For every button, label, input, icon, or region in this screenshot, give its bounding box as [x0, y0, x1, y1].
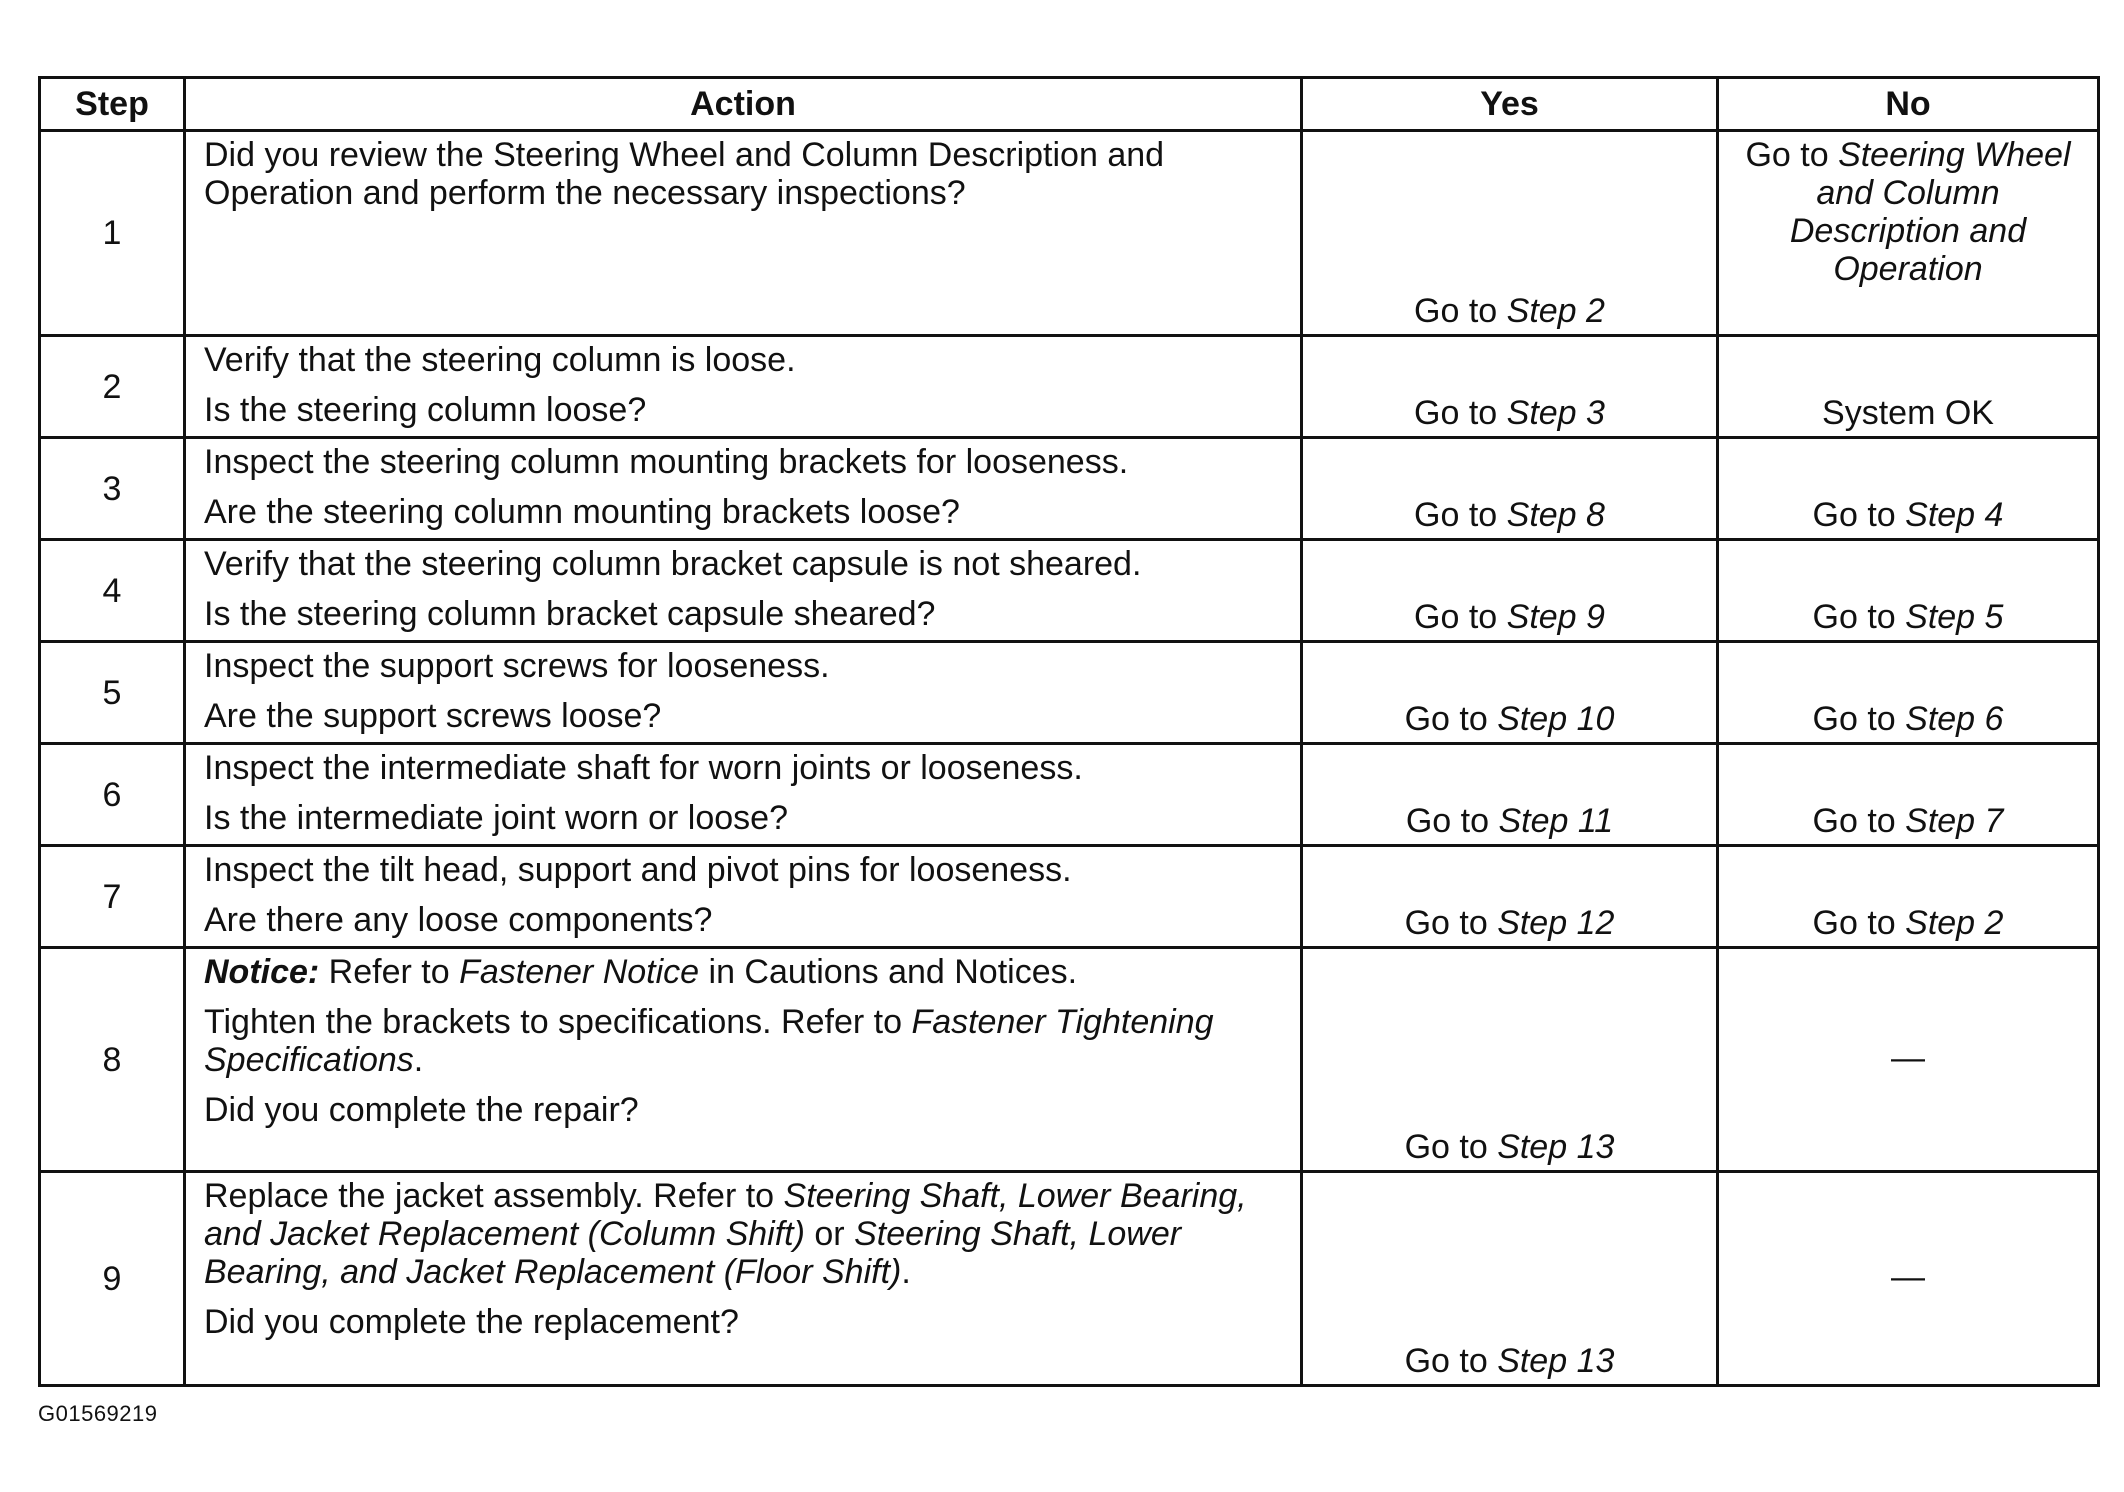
action-question: Is the intermediate joint worn or loose? — [204, 799, 788, 837]
no-text: System OK — [1822, 394, 1994, 432]
yes-cell — [1302, 336, 1718, 438]
yes-prefix: Go to — [1404, 700, 1498, 738]
header-step: Step — [40, 78, 185, 131]
yes-cell — [1302, 131, 1718, 336]
action-question: Are there any loose components? — [204, 901, 713, 939]
step-number: 9 — [40, 1172, 185, 1386]
table-row — [40, 948, 2099, 1172]
action-text — [204, 1177, 1282, 1291]
action-cell — [185, 846, 1302, 948]
header-yes: Yes — [1302, 78, 1718, 131]
table-row — [40, 744, 2099, 846]
header-no: No — [1718, 78, 2099, 131]
no-step-ref: Step 2 — [1905, 904, 2004, 942]
no-step-ref: Step 4 — [1905, 496, 2004, 534]
notice-post: in Cautions and Notices. — [699, 953, 1078, 991]
no-prefix: Go to — [1812, 598, 1906, 636]
no-cell — [1718, 438, 2099, 540]
step-number: 7 — [40, 846, 185, 948]
yes-prefix: Go to — [1414, 394, 1507, 432]
no-prefix: Go to — [1745, 136, 1839, 174]
no-doc-ref: Steering Wheel and Column Description and Operation — [1789, 136, 2071, 288]
yes-step-ref: Step 9 — [1506, 598, 1605, 636]
yes-prefix: Go to — [1404, 1342, 1498, 1380]
action-text: Did you review the Steering Wheel and Column Description and Operation and perform the necessary inspections? — [204, 136, 1165, 212]
no-cell — [1718, 846, 2099, 948]
action-question: Are the support screws loose? — [204, 697, 662, 735]
yes-step-ref: Step 11 — [1498, 802, 1614, 840]
action-question: Are the steering column mounting brackets loose? — [204, 493, 960, 531]
no-prefix: Go to — [1812, 904, 1906, 942]
action-text: Inspect the tilt head, support and pivot pins for looseness. — [204, 851, 1072, 889]
no-prefix: Go to — [1812, 700, 1906, 738]
yes-step-ref: Step 3 — [1506, 394, 1605, 432]
notice-ref: Fastener Notice — [459, 953, 700, 991]
action-cell — [185, 948, 1302, 1172]
yes-step-ref: Step 13 — [1497, 1342, 1615, 1380]
yes-step-ref: Step 8 — [1506, 496, 1605, 534]
yes-cell — [1302, 846, 1718, 948]
action-question: Is the steering column loose? — [204, 391, 647, 429]
action-question: Did you complete the repair? — [204, 1091, 639, 1129]
no-cell — [1718, 744, 2099, 846]
yes-cell — [1302, 642, 1718, 744]
action-cell — [185, 1172, 1302, 1386]
table-header-row — [40, 78, 2099, 131]
table-row — [40, 438, 2099, 540]
yes-cell — [1302, 438, 1718, 540]
step-number: 8 — [40, 948, 185, 1172]
procedure-ref-column-shift: Steering Shaft, Lower Bearing, and Jacket Replacement (Column Shift) — [204, 1177, 1247, 1253]
notice-text — [204, 953, 1282, 991]
step-number: 6 — [40, 744, 185, 846]
yes-prefix: Go to — [1404, 1128, 1498, 1166]
action-mid: or — [804, 1215, 855, 1253]
yes-prefix: Go to — [1414, 598, 1507, 636]
yes-cell — [1302, 744, 1718, 846]
action-cell — [185, 336, 1302, 438]
no-cell — [1718, 540, 2099, 642]
yes-step-ref: Step 13 — [1497, 1128, 1615, 1166]
table-row — [40, 336, 2099, 438]
step-number: 2 — [40, 336, 185, 438]
yes-prefix: Go to — [1404, 904, 1498, 942]
step-number: 5 — [40, 642, 185, 744]
diagnostic-table — [38, 76, 2100, 1387]
table-row — [40, 1172, 2099, 1386]
action-text — [204, 1003, 1282, 1079]
action-question: Did you complete the replacement? — [204, 1303, 739, 1341]
table-row — [40, 642, 2099, 744]
no-step-ref: Step 5 — [1905, 598, 2004, 636]
yes-cell — [1302, 540, 1718, 642]
no-step-ref: Step 6 — [1905, 700, 2004, 738]
spec-ref: Fastener Tightening Specifications — [204, 1003, 1214, 1079]
no-cell — [1718, 131, 2099, 336]
action-cell — [185, 438, 1302, 540]
yes-step-ref: Step 2 — [1506, 292, 1605, 330]
action-cell — [185, 540, 1302, 642]
action-post: . — [901, 1253, 911, 1291]
yes-prefix: Go to — [1405, 802, 1499, 840]
action-cell — [185, 744, 1302, 846]
action-cell — [185, 642, 1302, 744]
no-dash: — — [1891, 1038, 1925, 1077]
yes-prefix: Go to — [1414, 496, 1507, 534]
no-cell — [1718, 948, 2099, 1172]
no-cell — [1718, 642, 2099, 744]
table-row — [40, 540, 2099, 642]
no-prefix: Go to — [1812, 802, 1906, 840]
action-question: Is the steering column bracket capsule sheared? — [204, 595, 936, 633]
yes-step-ref: Step 10 — [1497, 700, 1615, 738]
header-action: Action — [185, 78, 1302, 131]
yes-prefix: Go to — [1414, 292, 1507, 330]
no-prefix: Go to — [1812, 496, 1906, 534]
action-post: . — [413, 1041, 424, 1079]
step-number: 1 — [40, 131, 185, 336]
figure-id: G01569219 — [38, 1401, 158, 1426]
action-pre: Tighten the brackets to specifications. Refer to — [204, 1003, 912, 1041]
action-pre: Replace the jacket assembly. Refer to — [204, 1177, 784, 1215]
notice-label: Notice: — [204, 953, 320, 991]
procedure-ref-floor-shift: Steering Shaft, Lower Bearing, and Jacket Replacement (Floor Shift) — [204, 1215, 1182, 1291]
no-step-ref: Step 7 — [1905, 802, 2004, 840]
action-text: Inspect the support screws for looseness. — [204, 647, 830, 685]
no-cell — [1718, 336, 2099, 438]
action-text: Verify that the steering column is loose. — [204, 341, 796, 379]
step-number: 4 — [40, 540, 185, 642]
yes-cell — [1302, 948, 1718, 1172]
no-dash: — — [1891, 1257, 1925, 1296]
action-text: Verify that the steering column bracket capsule is not sheared. — [204, 545, 1142, 583]
table-row — [40, 846, 2099, 948]
notice-pre: Refer to — [319, 953, 460, 991]
yes-step-ref: Step 12 — [1497, 904, 1615, 942]
table-row — [40, 131, 2099, 336]
step-number: 3 — [40, 438, 185, 540]
yes-cell — [1302, 1172, 1718, 1386]
no-cell — [1718, 1172, 2099, 1386]
action-text: Inspect the intermediate shaft for worn joints or looseness. — [204, 749, 1083, 787]
action-cell — [185, 131, 1302, 336]
action-text: Inspect the steering column mounting brackets for looseness. — [204, 443, 1129, 481]
